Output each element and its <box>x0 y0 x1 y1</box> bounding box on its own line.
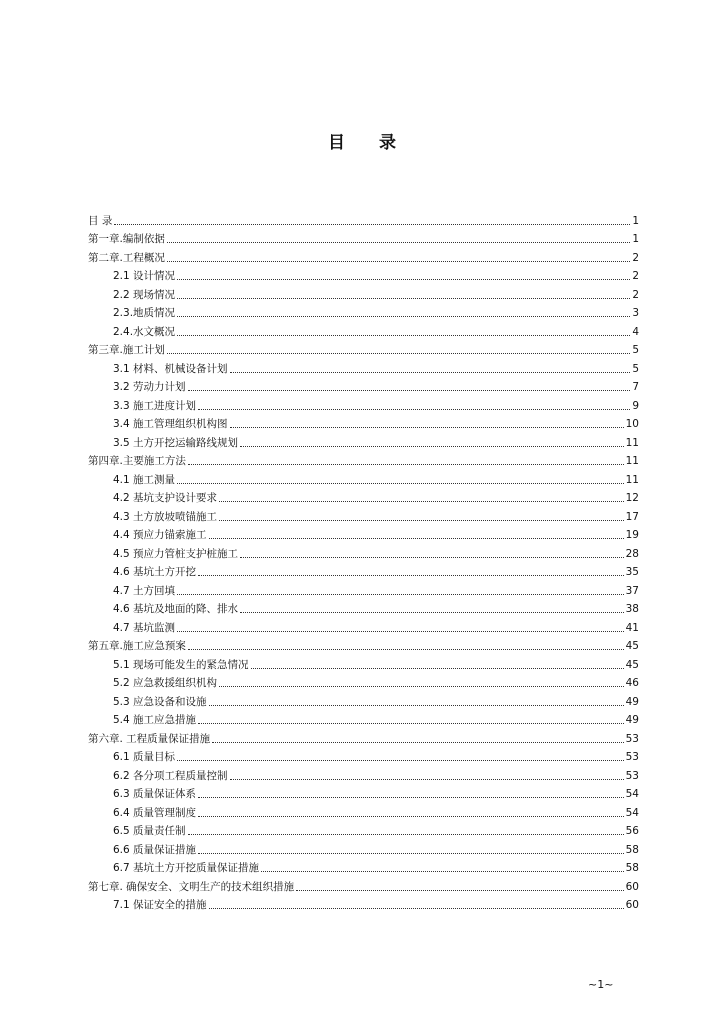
toc-dot-leader <box>209 538 624 539</box>
toc-entry-page: 60 <box>625 880 639 893</box>
toc-entry-label: 目 录 <box>88 214 113 227</box>
toc-entry[interactable] <box>88 320 639 339</box>
toc-entry-page: 4 <box>632 325 639 338</box>
toc-dot-leader <box>188 649 624 650</box>
toc-entry-page: 3 <box>632 307 639 319</box>
toc-entry[interactable] <box>88 376 639 395</box>
toc-entry-label: 2.2 现场情况 <box>113 288 176 301</box>
toc-entry[interactable] <box>88 357 639 376</box>
toc-dot-leader <box>198 575 624 576</box>
toc-entry[interactable] <box>88 524 639 543</box>
toc-dot-leader <box>177 631 624 632</box>
toc-entry[interactable] <box>88 616 639 635</box>
toc-entry-page: 49 <box>625 695 639 708</box>
toc-entry-page: 53 <box>625 732 639 745</box>
toc-dot-leader <box>219 520 624 521</box>
toc-entry[interactable] <box>88 283 639 302</box>
toc-entry-page: 45 <box>625 658 639 671</box>
toc-entry-page: 56 <box>625 825 639 837</box>
page-number: ~1~ <box>588 978 614 991</box>
toc-dot-leader <box>198 723 624 724</box>
toc-entry-page: 12 <box>625 492 639 504</box>
toc-entry[interactable] <box>88 801 639 820</box>
toc-dot-leader <box>188 390 631 391</box>
toc-dot-leader <box>230 427 624 428</box>
toc-entry-label: 第五章.施工应急预案 <box>88 640 186 652</box>
toc-entry-page: 54 <box>625 806 639 819</box>
toc-entry-label: 5.3 应急设备和设施 <box>113 695 207 708</box>
toc-entry-page: 60 <box>625 899 639 911</box>
toc-dot-leader <box>167 261 630 262</box>
toc-entry-page: 2 <box>632 288 639 301</box>
toc-entry[interactable] <box>88 764 639 783</box>
toc-entry-label: 3.1 材料、机械设备计划 <box>113 362 228 375</box>
toc-dot-leader <box>198 853 624 854</box>
toc-entry-label: 第七章. 确保安全、文明生产的技术组织措施 <box>88 880 295 893</box>
toc-entry[interactable] <box>88 431 639 450</box>
toc-entry[interactable] <box>88 394 639 413</box>
toc-entry-label: 第一章.编制依据 <box>88 233 165 245</box>
toc-entry[interactable] <box>88 228 639 247</box>
toc-dot-leader <box>219 501 624 502</box>
toc-entry[interactable] <box>88 857 639 876</box>
toc-entry-page: 46 <box>625 677 639 689</box>
toc-dot-leader <box>251 668 624 669</box>
toc-entry-page: 9 <box>632 399 639 412</box>
toc-entry[interactable] <box>88 653 639 672</box>
toc-dot-leader <box>240 612 624 613</box>
toc-dot-leader <box>212 742 623 743</box>
toc-entry[interactable] <box>88 450 639 469</box>
toc-dot-leader <box>240 446 624 447</box>
toc-entry-label: 7.1 保证安全的措施 <box>113 899 207 911</box>
toc-entry[interactable] <box>88 894 639 913</box>
toc-entry[interactable] <box>88 727 639 746</box>
toc-dot-leader <box>167 242 630 243</box>
toc-entry-label: 6.3 质量保证体系 <box>113 788 197 800</box>
toc-entry-label: 第三章.施工计划 <box>88 344 165 356</box>
toc-entry[interactable] <box>88 875 639 894</box>
toc-entry-label: 4.7 基坑监测 <box>113 621 176 634</box>
toc-entry[interactable] <box>88 561 639 580</box>
toc-entry[interactable] <box>88 635 639 654</box>
toc-entry-page: 2 <box>632 251 639 264</box>
toc-entry[interactable] <box>88 339 639 358</box>
toc-entry-page: 11 <box>625 436 639 449</box>
toc-entry-label: 4.6 基坑土方开挖 <box>113 566 197 578</box>
toc-dot-leader <box>296 890 623 891</box>
toc-dot-leader <box>261 871 624 872</box>
toc-dot-leader <box>230 372 631 373</box>
toc-entry[interactable] <box>88 302 639 321</box>
toc-entry[interactable] <box>88 468 639 487</box>
toc-entry-label: 5.2 应急救援组织机构 <box>113 677 218 689</box>
toc-entry-label: 6.4 质量管理制度 <box>113 806 197 819</box>
toc-entry[interactable] <box>88 838 639 857</box>
toc-entry[interactable] <box>88 579 639 598</box>
toc-entry-page: 37 <box>625 584 639 597</box>
toc-dot-leader <box>177 316 630 317</box>
toc-entry-page: 53 <box>625 769 639 782</box>
toc-entry-label: 6.5 质量责任制 <box>113 825 186 837</box>
toc-dot-leader <box>177 594 624 595</box>
page-title: 目 录 <box>328 133 410 153</box>
toc-entry-page: 1 <box>632 214 639 227</box>
toc-entry-label: 2.3.地质情况 <box>113 307 176 319</box>
toc-entry[interactable] <box>88 820 639 839</box>
toc-entry-label: 5.1 现场可能发生的紧急情况 <box>113 658 249 671</box>
toc-dot-leader <box>209 705 624 706</box>
table-of-contents <box>88 209 639 912</box>
toc-entry-page: 28 <box>625 547 639 560</box>
toc-entry-page: 58 <box>625 843 639 856</box>
toc-dot-leader <box>177 279 630 280</box>
toc-entry-label: 4.3 土方放坡喷锚施工 <box>113 510 218 523</box>
toc-entry-page: 38 <box>625 603 639 615</box>
toc-entry[interactable] <box>88 672 639 691</box>
toc-entry-label: 3.3 施工进度计划 <box>113 399 197 412</box>
toc-entry-label: 6.7 基坑土方开挖质量保证措施 <box>113 862 260 874</box>
toc-entry-page: 7 <box>632 381 639 393</box>
toc-entry-label: 第四章.主要施工方法 <box>88 455 186 467</box>
toc-dot-leader <box>198 816 624 817</box>
toc-entry-page: 54 <box>625 788 639 800</box>
toc-dot-leader <box>114 224 630 225</box>
toc-dot-leader <box>177 483 624 484</box>
toc-entry-page: 35 <box>625 566 639 578</box>
toc-entry-label: 5.4 施工应急措施 <box>113 714 197 726</box>
toc-entry-label: 4.6 基坑及地面的降、排水 <box>113 603 239 615</box>
toc-entry-label: 6.1 质量目标 <box>113 751 176 763</box>
toc-entry-label: 4.4 预应力锚索施工 <box>113 529 207 541</box>
toc-entry[interactable] <box>88 783 639 802</box>
toc-dot-leader <box>198 797 624 798</box>
toc-entry-page: 11 <box>625 473 639 486</box>
toc-entry-page: 5 <box>632 362 639 375</box>
toc-entry[interactable] <box>88 209 639 228</box>
toc-entry[interactable] <box>88 542 639 561</box>
toc-entry-page: 1 <box>632 233 639 245</box>
toc-entry[interactable] <box>88 505 639 524</box>
toc-entry[interactable] <box>88 246 639 265</box>
toc-dot-leader <box>177 760 624 761</box>
toc-entry-page: 45 <box>625 640 639 652</box>
toc-entry[interactable] <box>88 690 639 709</box>
toc-entry-label: 4.5 预应力管桩支护桩施工 <box>113 547 239 560</box>
toc-entry[interactable] <box>88 265 639 284</box>
toc-dot-leader <box>240 557 624 558</box>
toc-entry-label: 3.2 劳动力计划 <box>113 381 186 393</box>
toc-dot-leader <box>230 779 624 780</box>
toc-entry-label: 第二章.工程概况 <box>88 251 165 264</box>
toc-entry-page: 2 <box>632 270 639 282</box>
toc-entry-page: 53 <box>625 751 639 763</box>
toc-entry[interactable] <box>88 487 639 506</box>
toc-entry-page: 41 <box>625 621 639 634</box>
toc-entry-page: 11 <box>625 455 639 467</box>
toc-entry-page: 49 <box>625 714 639 726</box>
toc-entry-label: 3.4 施工管理组织机构图 <box>113 418 228 430</box>
toc-entry-page: 10 <box>625 418 639 430</box>
toc-dot-leader <box>177 335 630 336</box>
toc-entry-label: 6.6 质量保证措施 <box>113 843 197 856</box>
toc-entry-label: 4.1 施工测量 <box>113 473 176 486</box>
toc-entry[interactable] <box>88 709 639 728</box>
toc-dot-leader <box>198 409 630 410</box>
toc-entry-label: 6.2 各分项工程质量控制 <box>113 769 228 782</box>
toc-dot-leader <box>219 686 624 687</box>
toc-entry-page: 5 <box>632 344 639 356</box>
toc-dot-leader <box>167 353 630 354</box>
toc-dot-leader <box>188 834 624 835</box>
toc-entry-label: 第六章. 工程质量保证措施 <box>88 732 211 745</box>
toc-entry[interactable] <box>88 413 639 432</box>
toc-entry-label: 2.1 设计情况 <box>113 270 176 282</box>
toc-entry-label: 4.7 土方回填 <box>113 584 176 597</box>
toc-entry[interactable] <box>88 746 639 765</box>
toc-entry-page: 17 <box>625 510 639 523</box>
toc-entry[interactable] <box>88 598 639 617</box>
toc-dot-leader <box>209 908 624 909</box>
toc-entry-label: 2.4.水文概况 <box>113 325 176 338</box>
toc-entry-page: 58 <box>625 862 639 874</box>
toc-entry-page: 19 <box>625 529 639 541</box>
toc-entry-label: 4.2 基坑支护设计要求 <box>113 492 218 504</box>
toc-dot-leader <box>188 464 624 465</box>
toc-entry-label: 3.5 土方开挖运输路线规划 <box>113 436 239 449</box>
toc-dot-leader <box>177 298 630 299</box>
